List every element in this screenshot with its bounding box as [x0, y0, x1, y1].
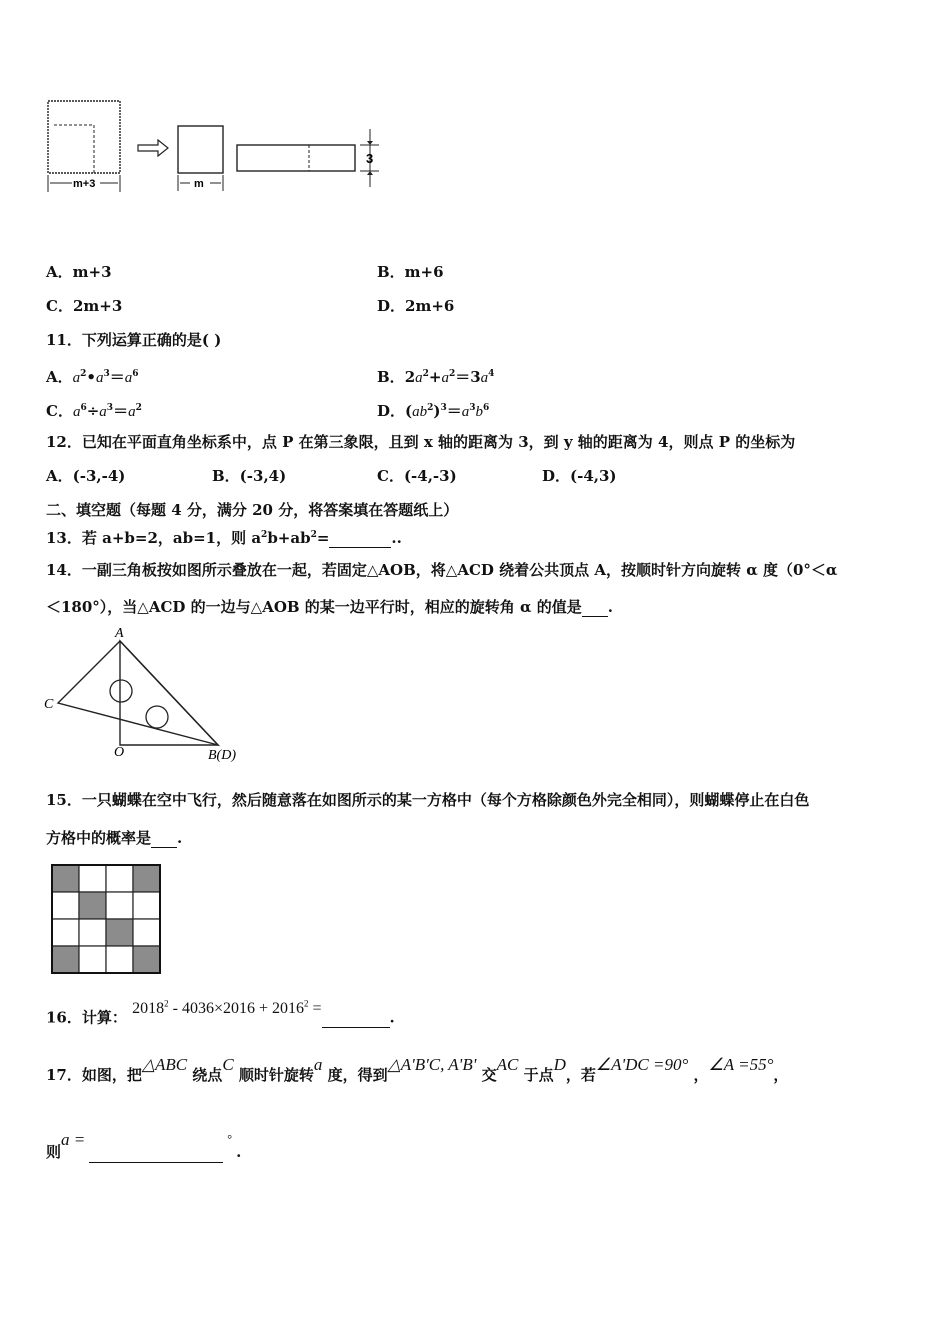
grid-cell-shaded: [52, 946, 79, 973]
q10-option-d: D．2m+6: [377, 297, 455, 315]
q12-option-a: A．(-3,-4): [46, 467, 126, 485]
grid-cell-white: [79, 919, 106, 946]
q15-answer-blank[interactable]: [151, 831, 177, 848]
q11-option-d: D．$(ab^2)^3=a^3b^6$: [377, 402, 490, 420]
grid-cell-shaded: [133, 946, 160, 973]
q14-label-bd: B(D): [208, 748, 236, 763]
grid-cell-white: [52, 892, 79, 919]
q12-option-c: C．(-4,-3): [377, 467, 457, 485]
q11-option-b: B．$2a^2+a^2=3a^4$: [377, 368, 495, 386]
q12-option-d: D．(-4,3): [542, 467, 617, 485]
grid-cell-white: [79, 865, 106, 892]
q12-option-b: B．(-3,4): [212, 467, 287, 485]
q16: 16．计算： $2018^2 - 4036\times 2016 + 2016^2$ = .: [46, 999, 395, 1027]
q14-label-c: C: [44, 697, 54, 712]
q10-label-left: m+3: [73, 178, 96, 190]
q14-line1: 14．一副三角板按如图所示叠放在一起，若固定△AOB，将△ACD 绕着公共顶点 A，按顺时针方向旋转 α 度（0°＜α: [46, 561, 838, 579]
q13-answer-blank[interactable]: [329, 531, 391, 548]
q15-line2: 方格中的概率是 .: [46, 829, 183, 847]
q10-option-b: B．m+6: [377, 263, 444, 281]
q14-line2: ＜180°），当△ACD 的一边与△AOB 的某一边平行时，相应的旋转角 α 的值是 .: [46, 598, 614, 616]
q15-grid: [50, 863, 162, 975]
q10-option-a: A．m+3: [46, 263, 112, 281]
q10-figure: [44, 95, 389, 200]
q11-option-c: C．$a^6\div a^3=a^2$: [46, 402, 142, 420]
section-title: 二、填空题（每题 4 分，满分 20 分，将答案填在答题纸上）: [46, 501, 459, 519]
q14-label-a: A: [115, 626, 124, 641]
grid-cell-white: [52, 919, 79, 946]
q14-label-o: O: [114, 745, 125, 760]
q11-stem: 11．下列运算正确的是( ): [46, 331, 222, 349]
grid-cell-shaded: [106, 919, 133, 946]
q16-answer-blank[interactable]: [322, 1011, 390, 1028]
q10-option-c: C．2m+3: [46, 297, 123, 315]
q15-line1: 15．一只蝴蝶在空中飞行，然后随意落在如图所示的某一方格中（每个方格除颜色外完全相同），则蝴蝶停止在白色: [46, 791, 810, 809]
q11-option-a: A．$a^2•a^3=a^6$: [46, 368, 139, 386]
q14-figure: [40, 625, 255, 770]
q13: 13．若 a+b=2，ab=1，则 $a^2b+ab^2=$ ..: [46, 529, 402, 547]
grid-cell-white: [106, 892, 133, 919]
grid-cell-shaded: [79, 892, 106, 919]
q17-line2: 则a = °.: [46, 1130, 242, 1161]
q16-expression: $2018^2 - 4036\times 2016 + 2016^2$ =: [132, 999, 322, 1018]
grid-cell-shaded: [52, 865, 79, 892]
grid-cell-white: [106, 865, 133, 892]
q10-label-mid: m: [194, 178, 204, 190]
q14-answer-blank[interactable]: [582, 600, 608, 617]
q12-stem: 12．已知在平面直角坐标系中，点 P 在第三象限，且到 x 轴的距离为 3，到 y 轴的距离为 4，则点 P 的坐标为: [46, 433, 796, 451]
q10-label-right: 3: [366, 151, 374, 166]
grid-cell-white: [133, 919, 160, 946]
grid-cell-white: [79, 946, 106, 973]
grid-cell-shaded: [133, 865, 160, 892]
q17-answer-blank[interactable]: [89, 1146, 223, 1163]
q17-line1: 17．如图，把△ABC 绕点C 顺时针旋转a 度，得到△A'B'C, A'B' 交AC 于点D，若∠A'DC =90° ，∠A =55°，: [46, 1055, 789, 1084]
grid-cell-white: [106, 946, 133, 973]
grid-cell-white: [133, 892, 160, 919]
